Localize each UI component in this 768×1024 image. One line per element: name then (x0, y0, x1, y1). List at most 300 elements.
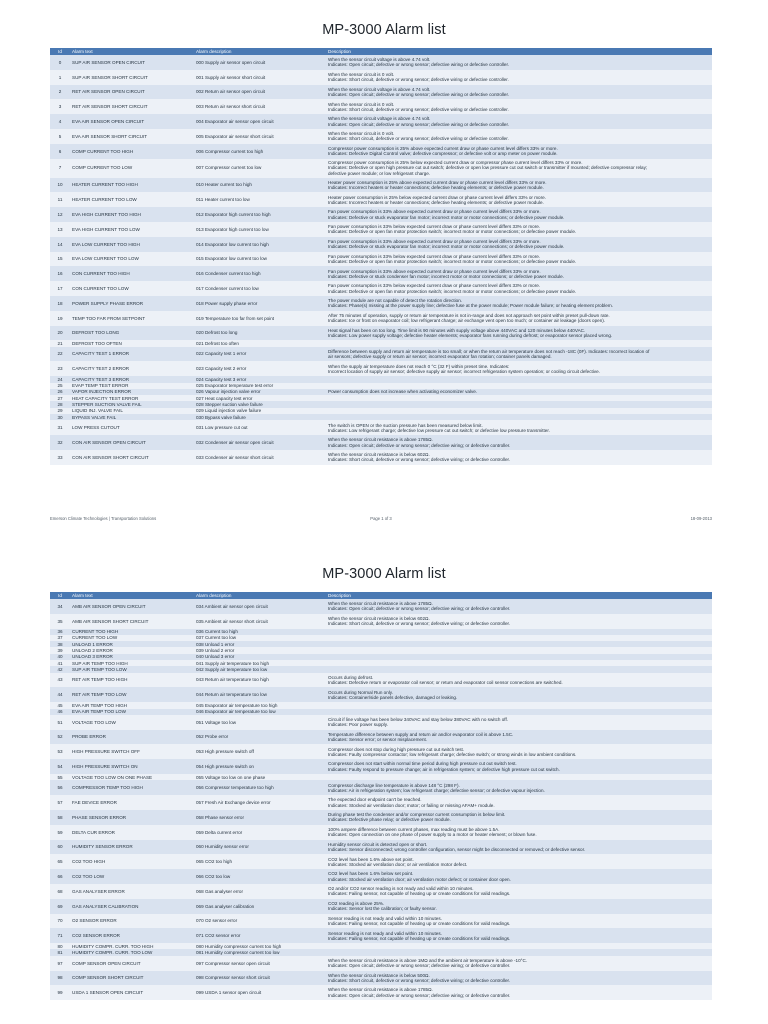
description-line: When the sensor circuit resistance is below 602Ω. (328, 452, 430, 458)
cell-id: 17 (50, 281, 70, 296)
cell-id: 23 (50, 361, 70, 376)
description-line: Indicates: Short circuit, defective or wrong sensor; defective wiring; or defective controller. (328, 977, 511, 983)
table-row (50, 971, 712, 986)
cell-alarm-description: 040 Unload 3 error (194, 654, 326, 660)
description-line: Indicates: Low power supply voltage; defective heater elements; evaporator fans running during defrost; or evaporator sensor placed wrong. (328, 332, 613, 338)
table-row (50, 85, 712, 100)
table-row (50, 207, 712, 222)
cell-alarm-description: 015 Evaporator low current too low (194, 252, 326, 267)
description-line: During phase test the condenser and/or compressor current consumption is below limit. (328, 812, 506, 818)
cell-id: 51 (50, 715, 70, 730)
cell-description (326, 347, 712, 362)
description-line: The power module are not capable of detect the rotation direction. (328, 298, 463, 304)
cell-alarm-text: HEATER CURRENT TOO LOW (70, 192, 194, 207)
cell-alarm-description: 013 Evaporator high current too low (194, 222, 326, 237)
cell-description (326, 450, 712, 465)
description-line: Fan power consumption is 33% above expected current draw or phase current level differs 33% or more. (328, 238, 541, 244)
cell-id: 22 (50, 347, 70, 362)
cell-alarm-description: 097 Compressor sensor open circuit (194, 956, 326, 971)
cell-alarm-description: 021 Defrost too often (194, 340, 326, 346)
cell-description (326, 956, 712, 971)
document-page-2 (0, 528, 768, 1024)
cell-description (326, 192, 712, 207)
cell-alarm-description: 059 Delta current error (194, 825, 326, 840)
cell-description (326, 730, 712, 745)
cell-description (326, 715, 712, 730)
cell-alarm-description: 039 Unload 2 error (194, 647, 326, 653)
cell-alarm-description: 060 Humidity sensor error (194, 840, 326, 855)
cell-alarm-text: VAPOR INJECTION ERROR (70, 389, 194, 395)
cell-id: 0 (50, 55, 70, 70)
cell-id: 71 (50, 928, 70, 943)
cell-alarm-description: 042 Supply air temperature too low (194, 666, 326, 672)
cell-alarm-text: EVA HIGH CURRENT TOO LOW (70, 222, 194, 237)
cell-description (326, 884, 712, 899)
cell-id: 37 (50, 635, 70, 641)
cell-alarm-description: 041 Supply air temperature too high (194, 660, 326, 666)
cell-id: 20 (50, 326, 70, 341)
cell-alarm-text: EVA AIR TEMP TOO LOW (70, 709, 194, 715)
cell-alarm-description: 030 Bypass valve failure (194, 414, 326, 420)
cell-alarm-text: VOLTAGE TOO LOW (70, 715, 194, 730)
cell-alarm-text: DELTA CUR ERROR (70, 825, 194, 840)
table-row (50, 237, 712, 252)
cell-id: 31 (50, 420, 70, 435)
cell-alarm-description: 054 High pressure switch on (194, 759, 326, 774)
table-row (50, 687, 712, 702)
cell-id: 34 (50, 599, 70, 614)
table-body (50, 55, 712, 465)
cell-alarm-text: RET AIR SENSOR SHORT CIRCUIT (70, 99, 194, 114)
cell-description (326, 687, 712, 702)
cell-alarm-text: EVA AIR SENSOR SHORT CIRCUIT (70, 129, 194, 144)
table-row (50, 70, 712, 85)
cell-alarm-description: 052 Probe error (194, 730, 326, 745)
cell-alarm-text: RET AIR SENSOR OPEN CIRCUIT (70, 85, 194, 100)
table-row (50, 854, 712, 869)
cell-id: 42 (50, 666, 70, 672)
cell-alarm-description: 031 Low pressure cut out (194, 420, 326, 435)
alarm-table (50, 48, 712, 465)
cell-description (326, 99, 712, 114)
description-line: Indicates: Defective return or evaporator coil sensor; or return and evaporator coil sensor connections are switched. (328, 680, 563, 686)
description-line: Indicates: Phase(s) missing at the power supply line; defective fuse at the power module; Power module failure; or heating element problem. (328, 303, 613, 309)
cell-alarm-description: 029 Liquid injection valve failure (194, 408, 326, 414)
cell-description (326, 825, 712, 840)
description-line: Compressor power consumption is 25% above expected current draw or phase current level differs 33% or more. (328, 145, 558, 151)
table-row (50, 311, 712, 326)
cell-description (326, 222, 712, 237)
description-line: When the sensor circuit voltage is above 4.74 volt. (328, 57, 431, 63)
cell-id: 53 (50, 744, 70, 759)
cell-alarm-text: CO2 TOO HIGH (70, 854, 194, 869)
cell-description (326, 614, 712, 629)
description-line: Indicates: Container/side panels defective, damaged or leaking. (328, 694, 458, 700)
column-header-description: Description (326, 48, 712, 55)
cell-alarm-text: O2 SENSOR ERROR (70, 914, 194, 929)
table-row (50, 420, 712, 435)
cell-id: 80 (50, 943, 70, 949)
cell-alarm-description: 025 Evaporator temperature test error (194, 383, 326, 389)
cell-id: 10 (50, 178, 70, 193)
cell-alarm-text: CON AIR SENSOR SHORT CIRCUIT (70, 450, 194, 465)
cell-alarm-text: HUMIDITY SENSOR ERROR (70, 840, 194, 855)
cell-alarm-text: LIQUID INJ. VALVE FAIL (70, 408, 194, 414)
table-row (50, 759, 712, 774)
table-row (50, 296, 712, 311)
description-line: Sensor reading is not ready and valid within 10 minutes. (328, 915, 442, 921)
cell-description (326, 435, 712, 450)
cell-description (326, 599, 712, 614)
cell-alarm-text: RET AIR TEMP TOO LOW (70, 687, 194, 702)
cell-alarm-description: 017 Condenser current too low (194, 281, 326, 296)
column-header-id: Id (50, 48, 70, 55)
cell-alarm-description: 006 Compressor current too high (194, 144, 326, 159)
description-line: Indicates: Short circuit, defective or wrong sensor; defective wiring; or defective controller. (328, 457, 511, 463)
table-row (50, 178, 712, 193)
cell-alarm-description: 037 Current too low (194, 635, 326, 641)
description-line: Indicates: Defective or stuck evaporator fan motor; incorrect motor or motor connections; or defective power module. (328, 214, 565, 220)
cell-description (326, 266, 712, 281)
cell-alarm-description: 002 Return air sensor open circuit (194, 85, 326, 100)
cell-alarm-description: 016 Condenser current too high (194, 266, 326, 281)
description-line: Indicates: Stocked air ventilation door; or air ventilation motor defect. (328, 861, 468, 867)
description-line: The switch is OPEN or the suction pressure has been measured below limit. (328, 422, 483, 428)
table-row (50, 780, 712, 795)
cell-id: 21 (50, 340, 70, 346)
cell-alarm-text: EVA LOW CURRENT TOO HIGH (70, 237, 194, 252)
cell-alarm-description: 003 Return air sensor short circuit (194, 99, 326, 114)
description-line: Indicates: Short circuit, defective or wrong sensor; defective wiring; or defective controller. (328, 621, 511, 627)
cell-alarm-text: CON CURRENT TOO HIGH (70, 266, 194, 281)
page-title: MP-3000 Alarm list (322, 566, 446, 582)
description-line: When the sensor circuit resistance is above 1MΩ and the ambient air temperature is above -10°C. (328, 957, 528, 963)
description-line: Heater power consumption is 25% below expected current draw or phase current level differs 33% or more. (328, 194, 546, 200)
cell-alarm-text: COMP CURRENT TOO HIGH (70, 144, 194, 159)
table-row (50, 614, 712, 629)
cell-alarm-description: 000 Supply air sensor open circuit (194, 55, 326, 70)
column-header-alarm-description: Alarm description (194, 592, 326, 599)
cell-alarm-text: DEFROST TOO LONG (70, 326, 194, 341)
description-line: Occurs during defrost. (328, 674, 374, 680)
cell-alarm-description: 068 Gas analyser error (194, 884, 326, 899)
table-row (50, 825, 712, 840)
cell-alarm-description: 065 CO2 too high (194, 854, 326, 869)
cell-alarm-description: 005 Evaporator air sensor short circuit (194, 129, 326, 144)
cell-id: 69 (50, 899, 70, 914)
description-line: Heater power consumption is 25% above expected current draw or phase current level differs 33% or more. (328, 179, 547, 185)
table-row (50, 730, 712, 745)
cell-description (326, 207, 712, 222)
cell-alarm-text: EVA HIGH CURRENT TOO HIGH (70, 207, 194, 222)
description-line: Indicates: Open circuit; defective or wrong sensor; defective wiring or defective controller. (328, 91, 510, 97)
table-row (50, 55, 712, 70)
table-row (50, 326, 712, 341)
column-header-id: Id (50, 592, 70, 599)
description-line: Indicates: Stocked air ventilation door; air ventilation motor defect; or container door open. (328, 876, 511, 882)
cell-alarm-description: 071 CO2 sensor error (194, 928, 326, 943)
cell-id: 30 (50, 414, 70, 420)
cell-id: 7 (50, 159, 70, 178)
description-line: Indicates: Open circuit; defective or wrong sensor; defective wiring; or defective controller. (328, 606, 511, 612)
cell-id: 81 (50, 949, 70, 955)
cell-description (326, 311, 712, 326)
description-line: When the sensor circuit voltage is above 4.74 volt. (328, 86, 431, 92)
cell-id: 58 (50, 810, 70, 825)
cell-id: 60 (50, 840, 70, 855)
cell-alarm-description: 034 Ambient air sensor open circuit (194, 599, 326, 614)
table-row (50, 795, 712, 810)
cell-alarm-text: CAPACITY TEST 1 ERROR (70, 347, 194, 362)
description-line: When the sensor circuit is 0 volt. (328, 71, 395, 77)
description-line: Fan power consumption is 33% below expected current draw or phase current level differs 33% or more. (328, 224, 541, 230)
cell-id: 54 (50, 759, 70, 774)
description-line: The expected door endpoint can't be reached. (328, 797, 422, 803)
cell-id: 11 (50, 192, 70, 207)
cell-alarm-description: 027 Heat capacity test error (194, 395, 326, 401)
table-row (50, 985, 712, 1000)
description-line: air sensors; defective supply or return air sensor; incorrect evaporator fan rotation; container panels damaged. (328, 354, 552, 360)
description-line: defective power module; or low refrigerant charge. (328, 170, 431, 176)
cell-id: 38 (50, 641, 70, 647)
cell-alarm-text: SUP AIR TEMP TOO HIGH (70, 660, 194, 666)
description-line: Fan power consumption is 33% above expected current draw or phase current level differs 33% or more. (328, 209, 541, 215)
cell-alarm-description: 004 Evaporator air sensor open circuit (194, 114, 326, 129)
cell-alarm-text: LOW PRESS CUTOUT (70, 420, 194, 435)
cell-id: 5 (50, 129, 70, 144)
cell-alarm-text: SUP AIR SENSOR OPEN CIRCUIT (70, 55, 194, 70)
table-row (50, 159, 712, 178)
cell-alarm-text: CO2 TOO LOW (70, 869, 194, 884)
cell-alarm-description: 098 Compressor sensor short circuit (194, 971, 326, 986)
cell-alarm-text: COMP CURRENT TOO LOW (70, 159, 194, 178)
cell-alarm-text: POWER SUPPLY PHASE ERROR (70, 296, 194, 311)
description-line: Compressor does not stop during high pressure cut out switch test. (328, 746, 465, 752)
cell-alarm-text: FAE DEVICE ERROR (70, 795, 194, 810)
cell-description (326, 70, 712, 85)
cell-id: 46 (50, 709, 70, 715)
table-row (50, 840, 712, 855)
cell-description (326, 914, 712, 929)
cell-alarm-description: 058 Phase sensor error (194, 810, 326, 825)
cell-alarm-text: SUP AIR SENSOR SHORT CIRCUIT (70, 70, 194, 85)
cell-alarm-text: COMP SENSOR OPEN CIRCUIT (70, 956, 194, 971)
table-row (50, 361, 712, 376)
footer-company: Emerson Climate Technologies | Transportation Solutions (50, 516, 157, 521)
cell-alarm-text: CURRENT TOO LOW (70, 635, 194, 641)
cell-id: 65 (50, 854, 70, 869)
cell-alarm-text: UNLOAD 2 ERROR (70, 647, 194, 653)
cell-alarm-text: CON AIR SENSOR OPEN CIRCUIT (70, 435, 194, 450)
cell-id: 98 (50, 971, 70, 986)
description-line: Indicates: Defective phase relay; or defective power module. (328, 817, 451, 823)
cell-id: 1 (50, 70, 70, 85)
description-line: Indicates: Poor power supply. (328, 722, 388, 728)
cell-alarm-description: 057 Fresh Air Exchange device error (194, 795, 326, 810)
description-line: CO2 reading is above 25%. (328, 900, 385, 906)
cell-id: 99 (50, 985, 70, 1000)
description-line: Indicates: Failing sensor, not capable of heating up or create conditions for valid readings. (328, 920, 511, 926)
footer-date: 18-09-2013 (690, 516, 712, 521)
cell-id: 55 (50, 774, 70, 780)
table-row (50, 715, 712, 730)
description-line: Temperature difference between supply and return air and/or evaporator coil is above 1.5C. (328, 731, 514, 737)
cell-alarm-description: 053 High pressure switch off (194, 744, 326, 759)
cell-description (326, 840, 712, 855)
table-row (50, 222, 712, 237)
table-row (50, 928, 712, 943)
description-line: Compressor power consumption is 25% below expected current draw or compressor phase current level differs 33% or more. (328, 160, 583, 166)
description-line: Indicates: Short circuit, defective or wrong sensor; defective wiring or defective controller. (328, 106, 509, 112)
description-line: Indicates: Defective or stuck evaporator fan motor; incorrect motor or motor connections; or defective power module. (328, 244, 565, 250)
description-line: Fan power consumption is 33% below expected current draw or phase current level differs 33% or more. (328, 283, 541, 289)
cell-alarm-text: SUP AIR TEMP TOO LOW (70, 666, 194, 672)
cell-alarm-description: 044 Return air temperature too low (194, 687, 326, 702)
cell-id: 56 (50, 780, 70, 795)
cell-description (326, 899, 712, 914)
column-header-description: Description (326, 592, 712, 599)
cell-id: 2 (50, 85, 70, 100)
description-line: Indicates: Defective or open fan motor protection switch; incorrect motor or motor connections; or defective power module. (328, 258, 577, 264)
description-line: Indicates: Open connection on one phase of power supply to a motor or heater element; or blown fuse. (328, 832, 537, 838)
cell-id: 16 (50, 266, 70, 281)
cell-id: 68 (50, 884, 70, 899)
description-line: Indicates: Stocked air ventilation door; motor; or failing or missing AFAM+ module. (328, 802, 495, 808)
cell-id: 19 (50, 311, 70, 326)
description-line: Fan power consumption is 33% below expected current draw or phase current level differs 33% or more. (328, 253, 541, 259)
cell-alarm-description: 043 Return air temperature too high (194, 673, 326, 688)
table-row (50, 266, 712, 281)
table-row (50, 450, 712, 465)
description-line: CO2 level has been 1.6% above set point. (328, 856, 414, 862)
table-row (50, 192, 712, 207)
cell-alarm-text: DEFROST TOO OFTEN (70, 340, 194, 346)
cell-id: 35 (50, 614, 70, 629)
cell-id: 15 (50, 252, 70, 267)
cell-alarm-text: PHASE SENSOR ERROR (70, 810, 194, 825)
cell-id: 59 (50, 825, 70, 840)
description-line: Difference between supply and return air temperature is too small; or when the return air temperature does not reach -18C (0F). Indicates: Incorrect location of (328, 348, 650, 354)
table-row (50, 129, 712, 144)
description-line: Indicates: Open circuit; defective or wrong sensor; defective wiring or defective controller. (328, 62, 510, 68)
cell-description (326, 810, 712, 825)
description-line: When the sensor circuit resistance is above 1785Ω. (328, 601, 433, 607)
cell-alarm-text: HEAT CAPACITY TEST ERROR (70, 395, 194, 401)
description-line: Indicates: Open circuit; defective or wrong sensor; defective wiring; or defective controller. (328, 992, 511, 998)
description-line: Indicates: Open circuit; defective or wrong sensor; defective wiring; or defective controller. (328, 442, 511, 448)
description-line: Indicates: Faulty compressor contactor; low refrigerant charge; defective switch; or strong winds in low ambient conditions. (328, 751, 577, 757)
cell-alarm-description: 028 Stepper suction valve failure (194, 401, 326, 407)
cell-id: 18 (50, 296, 70, 311)
cell-description (326, 237, 712, 252)
description-line: Indicates: Failing sensor, not capable of heating up or create conditions for valid readings. (328, 891, 511, 897)
cell-alarm-text: GAS ANALYSER CALIBRATION (70, 899, 194, 914)
table-row (50, 114, 712, 129)
cell-id: 25 (50, 383, 70, 389)
cell-description (326, 178, 712, 193)
cell-id: 4 (50, 114, 70, 129)
cell-alarm-text: RET AIR TEMP TOO HIGH (70, 673, 194, 688)
cell-alarm-text: COMPRESSOR TEMP TOO HIGH (70, 780, 194, 795)
description-line: Indicates: Defective or open high pressure cut out switch; defective or open low pressure cut out switch or transmitter if mounted; defective compressor relay; (328, 165, 648, 171)
description-line: Indicates: Open circuit; defective or wrong sensor; defective wiring; or defective controller. (328, 963, 511, 969)
description-line: O2 and/or CO2 sensor reading is not ready and valid within 10 minutes. (328, 886, 474, 892)
cell-alarm-description: 046 Evaporator air temperature too low (194, 709, 326, 715)
cell-alarm-description: 099 USDA 1 sensor open circuit (194, 985, 326, 1000)
cell-alarm-description: 032 Condenser air sensor open circuit (194, 435, 326, 450)
description-line: When the sensor circuit resistance is above 1785Ω. (328, 987, 433, 993)
description-line: Indicates: Sensor error; or sensor misplacement. (328, 737, 428, 743)
cell-alarm-description: 033 Condenser air sensor short circuit (194, 450, 326, 465)
table-row (50, 884, 712, 899)
cell-id: 12 (50, 207, 70, 222)
alarm-table (50, 592, 712, 1000)
cell-description (326, 780, 712, 795)
cell-id: 45 (50, 702, 70, 708)
description-line: After 75 minutes of operation, supply or return air temperature is not in-range and does not approach set point within preset pull-down rate. (328, 312, 610, 318)
cell-description (326, 744, 712, 759)
table-header (50, 592, 712, 599)
description-line: When the sensor circuit resistance is below 500Ω. (328, 972, 430, 978)
cell-id: 3 (50, 99, 70, 114)
table-row (50, 599, 712, 614)
table-row (50, 956, 712, 971)
cell-id: 97 (50, 956, 70, 971)
description-line: 100% ampere difference between current phases, max reading must be above 1.5A. (328, 826, 500, 832)
description-line: Fan power consumption is 33% above expected current draw or phase current level differs 33% or more. (328, 268, 541, 274)
table-row (50, 744, 712, 759)
table-row (50, 914, 712, 929)
cell-alarm-text: AMB AIR SENSOR SHORT CIRCUIT (70, 614, 194, 629)
page-footer (50, 516, 712, 524)
cell-alarm-text: PROBE ERROR (70, 730, 194, 745)
cell-description (326, 159, 712, 178)
cell-alarm-text: UNLOAD 3 ERROR (70, 654, 194, 660)
description-line: CO2 level has been 1.6% below set point. (328, 871, 414, 877)
cell-alarm-text: UNLOAD 1 ERROR (70, 641, 194, 647)
cell-id: 57 (50, 795, 70, 810)
cell-id: 33 (50, 450, 70, 465)
description-line: When the sensor circuit resistance is above 1785Ω. (328, 437, 433, 443)
column-header-alarm-text: Alarm text (70, 48, 194, 55)
cell-alarm-description: 080 Humidity compressor current too high (194, 943, 326, 949)
description-line: Indicates: Faulty respond to pressure change; air in refrigeration system; or defective high pressure cut out switch. (328, 766, 560, 772)
cell-id: 13 (50, 222, 70, 237)
cell-id: 41 (50, 660, 70, 666)
cell-alarm-description: 010 Heater current too high (194, 178, 326, 193)
description-line: Indicates: Low refrigerant charge; defective low pressure cut out switch; or defective low pressure transmitter. (328, 427, 550, 433)
table-body (50, 599, 712, 1000)
table-row (50, 810, 712, 825)
table-row (50, 869, 712, 884)
description-line: Indicates: Short circuit, defective or wrong sensor; defective wiring or defective controller. (328, 136, 509, 142)
cell-alarm-description: 045 Evaporator air temperature too high (194, 702, 326, 708)
description-line: When the sensor circuit is 0 volt. (328, 101, 395, 107)
cell-alarm-text: CURRENT TOO HIGH (70, 629, 194, 635)
description-line: Indicates: Ice or frost on evaporator coil; low refrigerant charge; air exchange vent open too much; or container air leakage (doors open). (328, 318, 606, 324)
cell-description (326, 252, 712, 267)
cell-id: 36 (50, 629, 70, 635)
cell-description (326, 114, 712, 129)
cell-description (326, 144, 712, 159)
description-line: Indicates: Incorrect heaters or heater connections; defective heating elements; or defective power module. (328, 184, 544, 190)
cell-description (326, 296, 712, 311)
table-row (50, 673, 712, 688)
cell-id: 29 (50, 408, 70, 414)
description-line: Incorrect location of supply air sensor; defective supply air sensor; incorrect refrigeration system operation; or cooling circuit defective. (328, 368, 600, 374)
table-row (50, 144, 712, 159)
cell-alarm-text: EVAP TEMP TEST ERROR (70, 383, 194, 389)
